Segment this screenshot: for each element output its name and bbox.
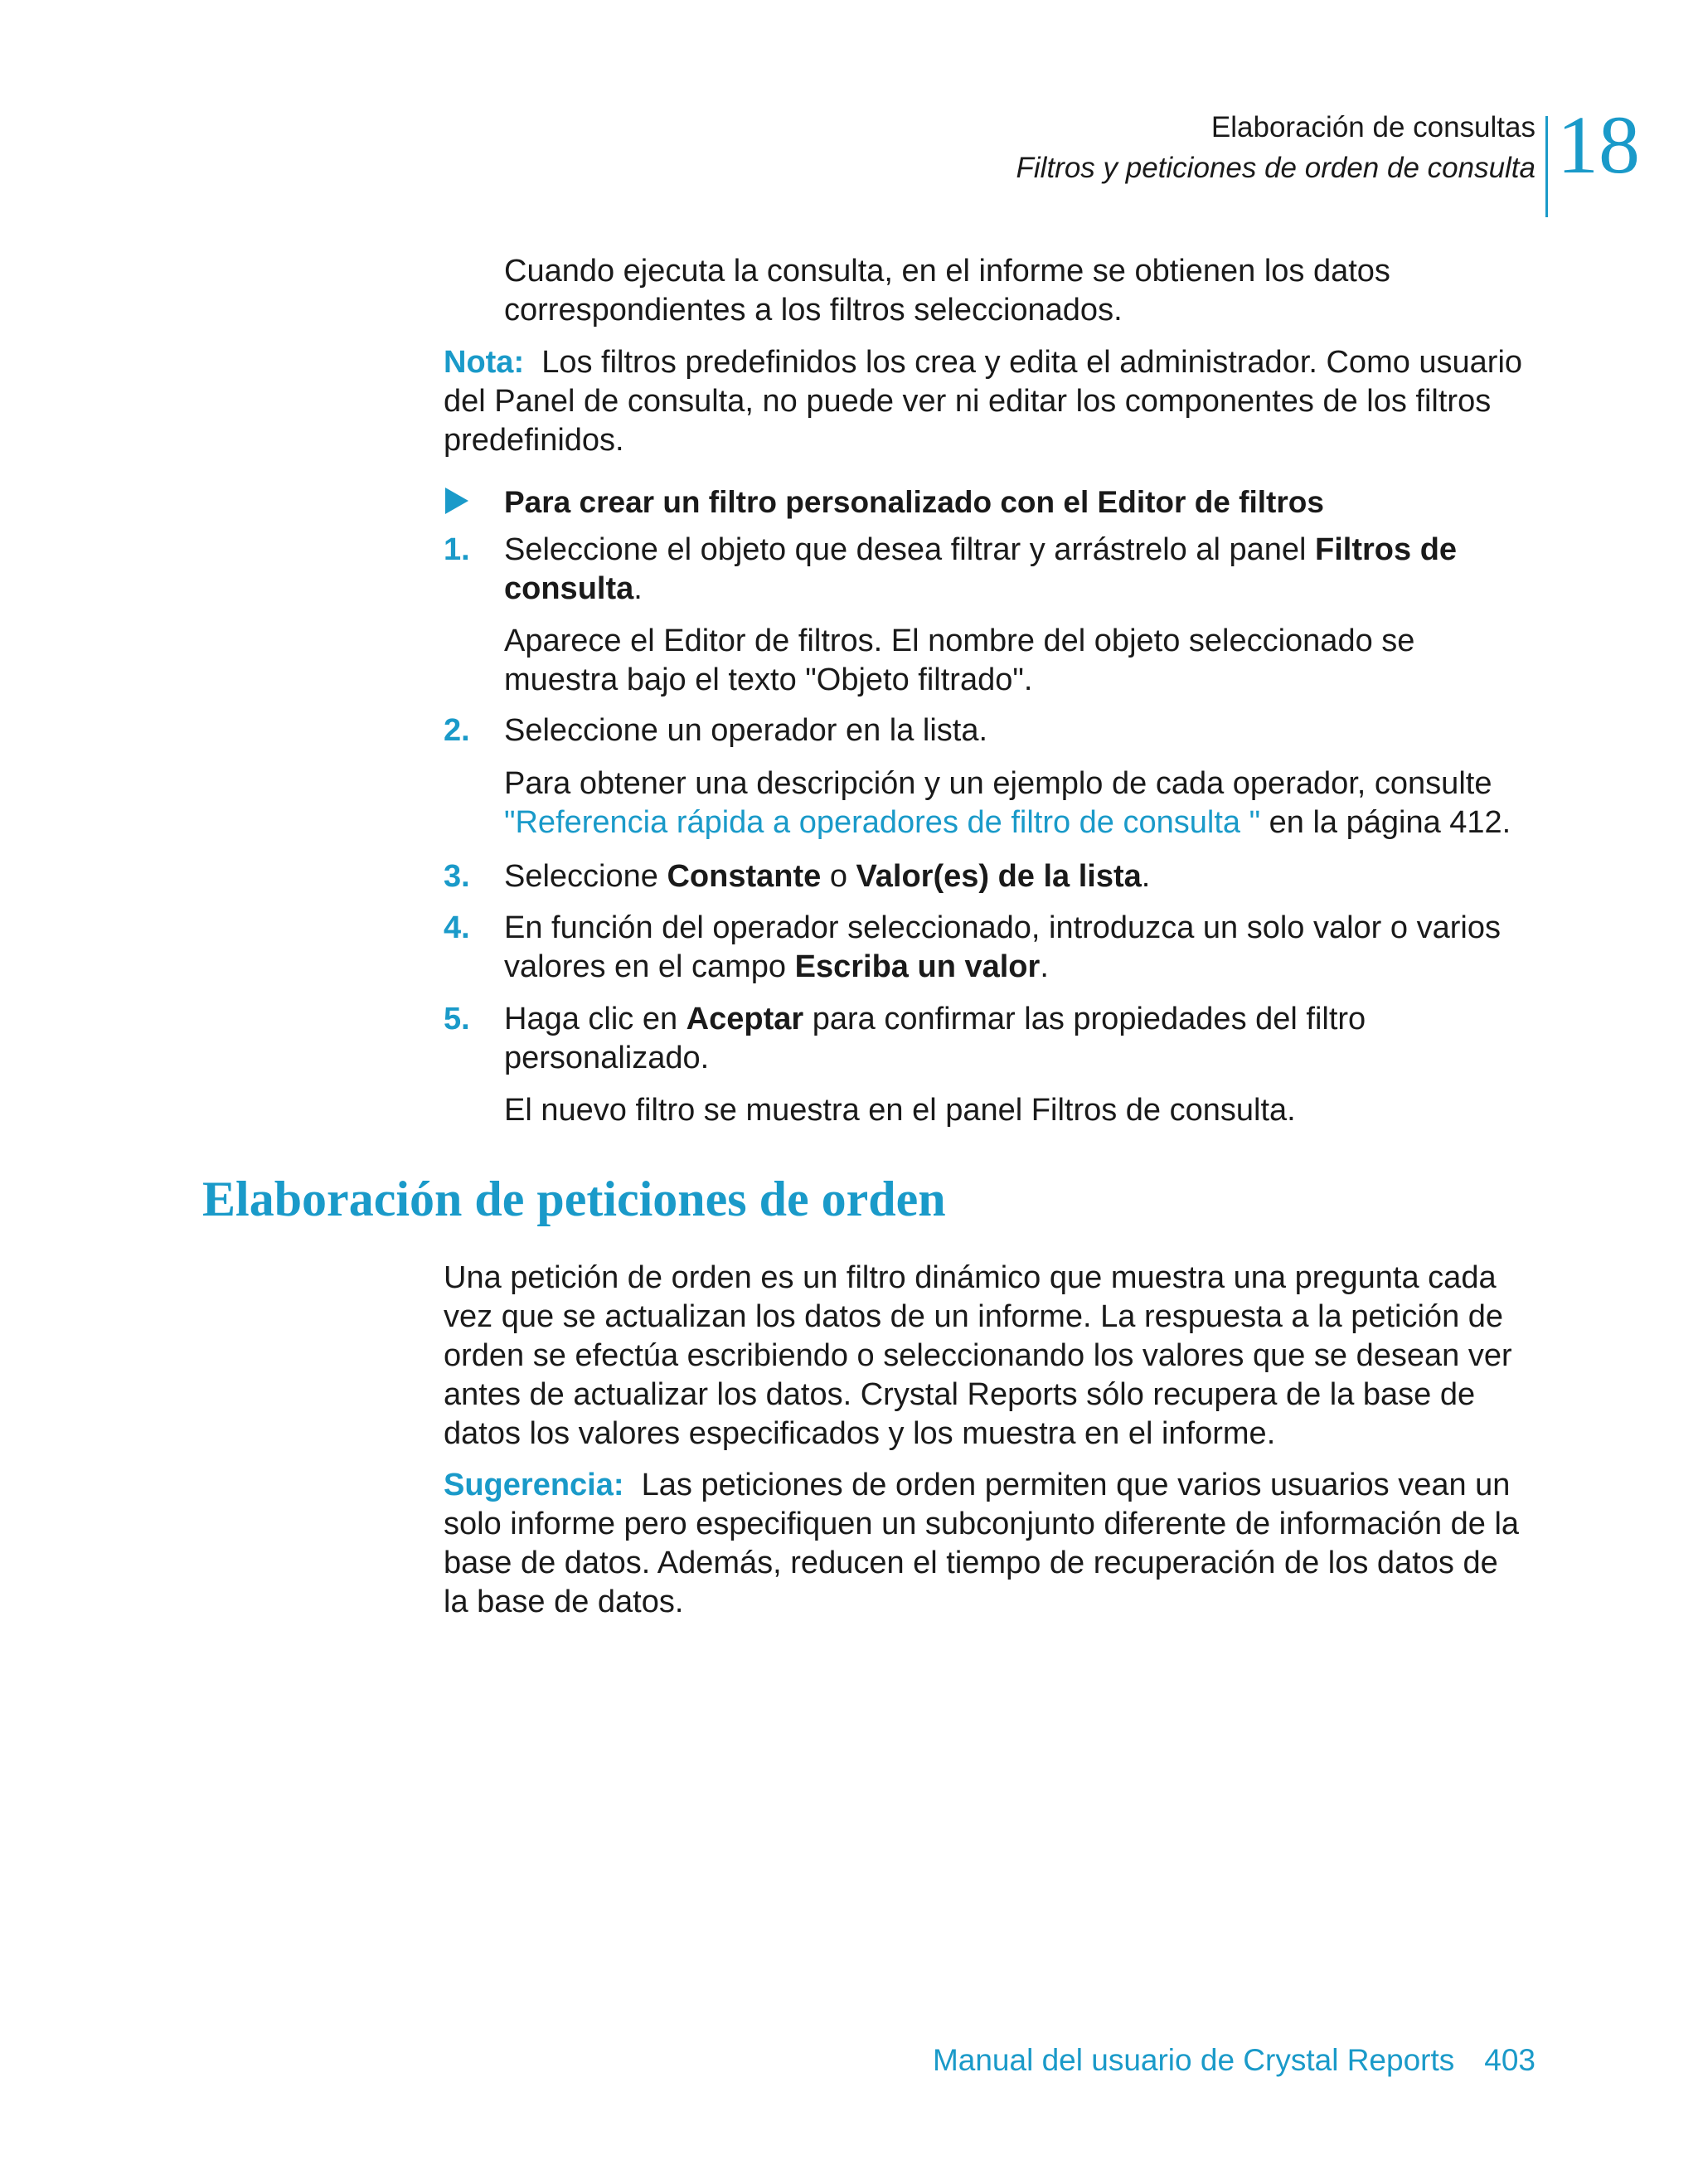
cross-reference-link[interactable]: "Referencia rápida a operadores de filtro de consulta " — [504, 805, 1261, 840]
page-footer — [933, 2040, 1535, 2081]
procedure-arrow-icon — [445, 488, 468, 514]
section-paragraph: Una petición de orden es un filtro dinámico que muestra una pregunta cada vez que se actualizan los datos de un informe. La respuesta a la petición de orden se efectúa escribiendo o seleccionando los valores que se desean ver antes de actualizar los datos. Crystal Reports sólo recupera de la base de datos los valores especificados y los muestra en el informe. — [444, 1260, 1512, 1451]
chapter-divider — [1545, 116, 1548, 217]
tip-label: Sugerencia: — [444, 1468, 624, 1502]
running-header — [1016, 108, 1535, 189]
section-title: Filtros y peticiones de orden de consulta — [1016, 152, 1535, 184]
step-2-text: Seleccione un operador en la lista. — [504, 713, 988, 748]
step-5-text: Haga clic en Aceptar para confirmar las propiedades del filtro personalizado. — [504, 1002, 1366, 1075]
step-5-result: El nuevo filtro se muestra en el panel Filtros de consulta. — [504, 1093, 1296, 1128]
step-4-text: En función del operador seleccionado, introduzca un solo valor o varios valores en el campo Escriba un valor. — [504, 910, 1501, 984]
intro-paragraph: Cuando ejecuta la consulta, en el informe se obtienen los datos correspondientes a los filtros seleccionados. — [504, 254, 1390, 328]
manual-title: Manual del usuario de Crystal Reports — [932, 2043, 1455, 2077]
note-paragraph: Nota: Los filtros predefinidos los crea y edita el administrador. Como usuario del Panel de consulta, no puede ver ni editar los componentes de los filtros predefinidos. — [444, 345, 1523, 458]
step-number: 5. — [444, 1002, 470, 1036]
step-number: 2. — [444, 713, 470, 748]
step-number: 4. — [444, 910, 470, 945]
tip-paragraph: Sugerencia: Las peticiones de orden permiten que varios usuarios vean un solo informe pero especifiquen un subconjunto diferente de información de la base de datos. Además, reducen el tiempo de recuperación de los datos de la base de datos. — [444, 1468, 1520, 1619]
procedure-title: Para crear un filtro personalizado con el Editor de filtros — [504, 485, 1324, 519]
note-label: Nota: — [444, 345, 525, 380]
chapter-title: Elaboración de consultas — [1210, 111, 1535, 143]
step-number: 1. — [444, 532, 470, 567]
step-3-text: Seleccione Constante o Valor(es) de la lista. — [504, 859, 1151, 894]
page-number: 403 — [1484, 2043, 1535, 2077]
step-number: 3. — [444, 859, 470, 894]
step-1-result: Aparece el Editor de filtros. El nombre del objeto seleccionado se muestra bajo el texto "Objeto filtrado". — [504, 624, 1415, 697]
chapter-number: 18 — [1557, 99, 1640, 191]
step-2-info: Para obtener una descripción y un ejemplo de cada operador, consulte "Referencia rápida a operadores de filtro de consulta " en la página 412. — [504, 766, 1511, 840]
section-heading: Elaboración de peticiones de orden — [202, 1172, 946, 1226]
step-1-text: Seleccione el objeto que desea filtrar y arrástrelo al panel Filtros de consulta. — [504, 532, 1458, 606]
